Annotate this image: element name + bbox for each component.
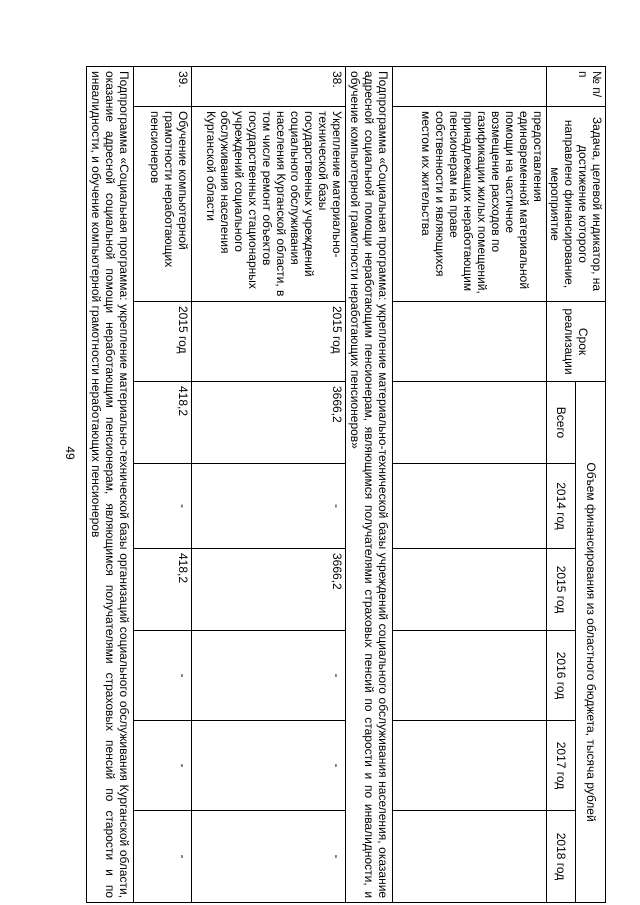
row-task: Укрепление материально-технической базы государственных учреждений социального обслуживания населения Курганской области, в том числе ремонт объектов государственных стационарных учреждений социального обслуживания населения Курганской области [192, 107, 346, 302]
header-year-2015: 2015 год [547, 549, 577, 631]
header-year-2017: 2017 год [547, 721, 577, 811]
row-value-2018: - [192, 811, 346, 903]
header-volume: Объем финансирования из областного бюджета, тысяча рублей [576, 382, 606, 903]
continuation-row [393, 67, 547, 903]
row-value-2016: - [192, 631, 346, 721]
row-value-2017: - [192, 721, 346, 811]
header-year-total: Всего [547, 382, 577, 464]
subprogram-title: Подпрограмма «Социальная программа: укрепление материально-технической базы организаций социального обслуживания Курганской области, оказание адресной социальной помощи неработающим пенсионерам, являющимся получателями страховых пенсий по старости и по инвалидности, и обучение компьютерной грамотности неработающих пенсионеров [87, 67, 134, 903]
header-row-1 [576, 67, 606, 903]
row-num: 38. [192, 67, 346, 107]
header-task: Задача, целевой индикатор, на достижение которого направлено финансирование, мероприятие [547, 107, 606, 302]
header-year-2016: 2016 год [547, 631, 577, 721]
row-value-total: 418,2 [134, 382, 192, 464]
row-term: 2015 год [134, 302, 192, 382]
row-num: 39. [134, 67, 192, 107]
table-cell [393, 549, 547, 631]
page-number: 49 [63, 446, 77, 460]
header-year-2014: 2014 год [547, 464, 577, 549]
table-cell [393, 302, 547, 382]
subprogram-title: Подпрограмма «Социальная программа: укрепление материально-технической базы учреждений социального обслуживания населения, оказание адресной социальной помощи неработающим пенсионерам, являющимся получателями страховых пенсий по старости и по инвалидности, и обучение компьютерной грамотности неработающих пенсионеров» [346, 67, 393, 903]
table-cell [393, 382, 547, 464]
row-value-2014: - [192, 464, 346, 549]
row-task: Обучение компьютерной грамотности неработающих пенсионеров [134, 107, 192, 302]
table-row [192, 67, 346, 903]
header-num: № п/п [547, 67, 606, 107]
table-cell [393, 721, 547, 811]
row-value-2015: 418,2 [134, 549, 192, 631]
row-value-2015: 3666,2 [192, 549, 346, 631]
header-year-2018: 2018 год [547, 811, 577, 903]
row-value-2017: - [134, 721, 192, 811]
table-cell [393, 67, 547, 107]
row-value-total: 3666,2 [192, 382, 346, 464]
subprogram-row [346, 67, 393, 903]
row-value-2016: - [134, 631, 192, 721]
rotated-page [89, 66, 606, 902]
financing-table [86, 66, 606, 903]
continuation-task: предоставления единовременной материальной помощи на частичное возмещение расходов по газификации жилых помещений, принадлежащих неработающим пенсионерам на праве собственности и являющихся местом их жительства [393, 107, 547, 302]
table-cell [393, 631, 547, 721]
header-term: Срок реализации [547, 302, 606, 382]
row-value-2014: - [134, 464, 192, 549]
table-cell [393, 464, 547, 549]
table-row [134, 67, 192, 903]
table-cell [393, 811, 547, 903]
row-term: 2015 год [192, 302, 346, 382]
row-value-2018: - [134, 811, 192, 903]
subprogram-row [87, 67, 134, 903]
